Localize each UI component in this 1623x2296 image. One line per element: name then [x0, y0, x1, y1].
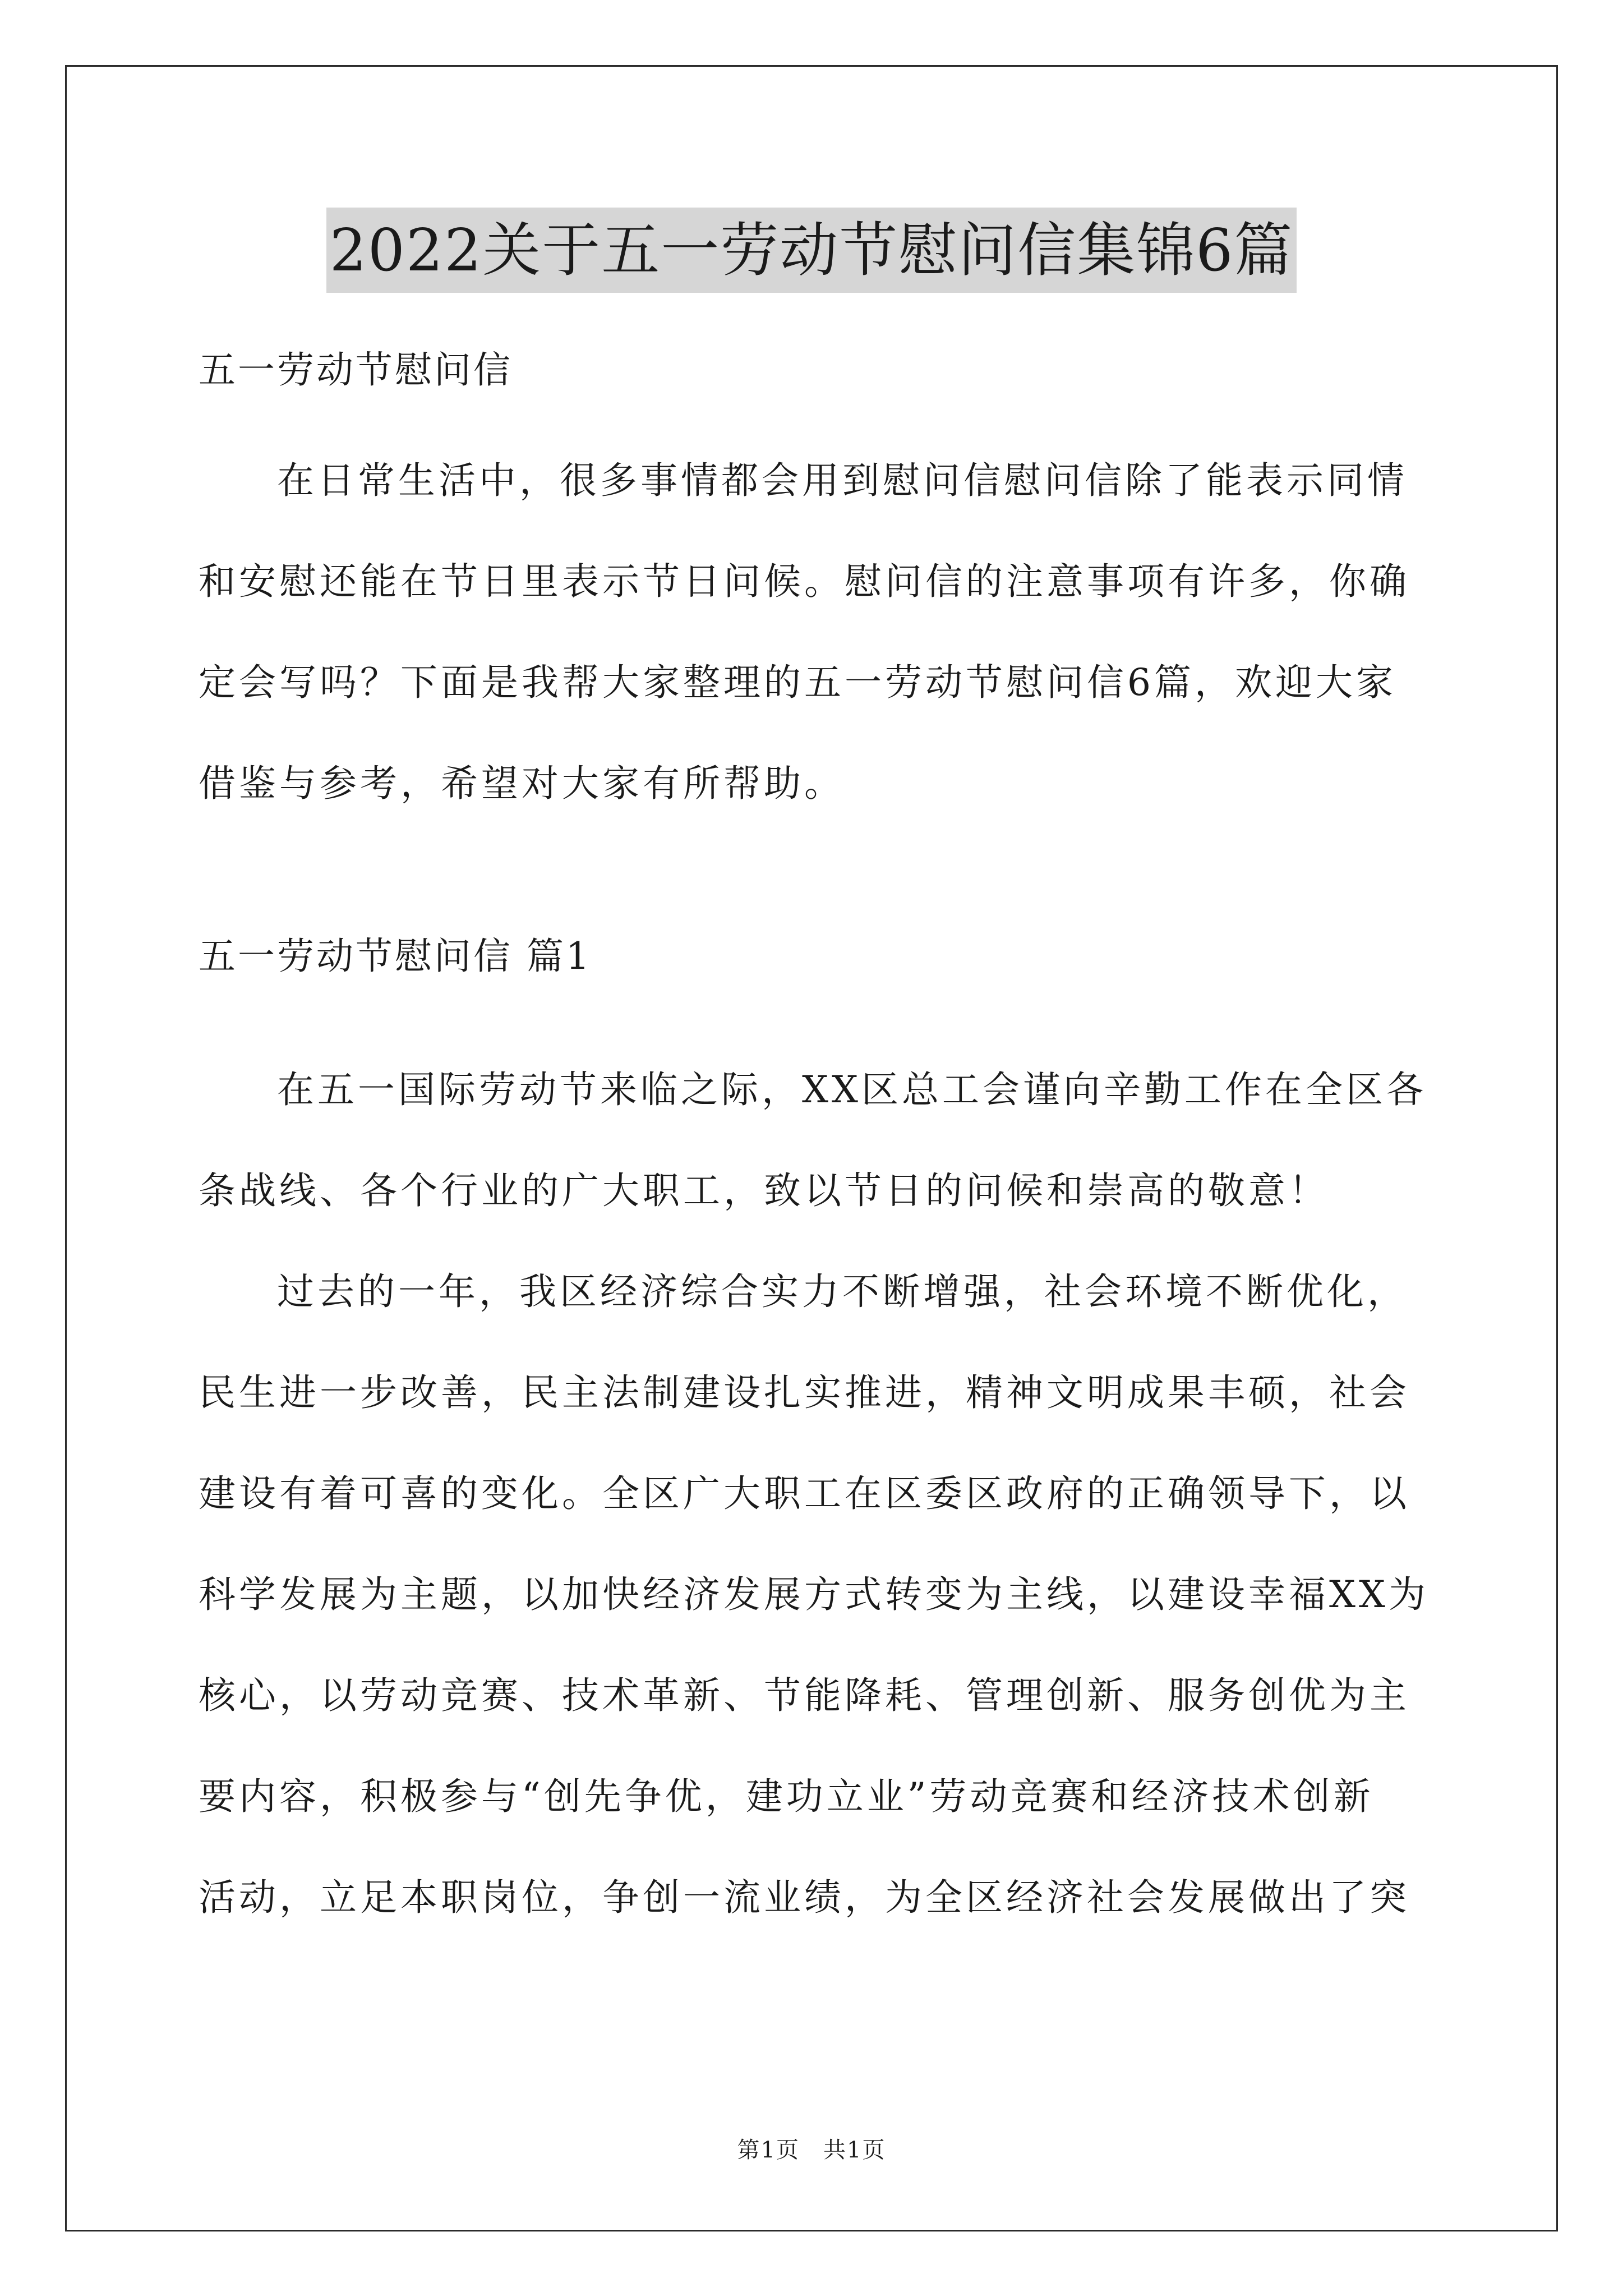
paragraph-line: 活动，立足本职岗位，争创一流业绩，为全区经济社会发展做出了突 — [199, 1876, 1410, 1919]
page-number-footer: 第1页 共1页 — [737, 2137, 886, 2163]
paragraph-line: 建设有着可喜的变化。全区广大职工在区委区政府的正确领导下，以 — [199, 1472, 1410, 1515]
intro-paragraph — [199, 455, 1432, 859]
paragraph-line: 核心，以劳动竞赛、技术革新、节能降耗、管理创新、服务创优为主 — [199, 1674, 1410, 1717]
paragraph-line: 和安慰还能在节日里表示节日问候。慰问信的注意事项有许多，你确 — [199, 560, 1410, 603]
paragraph-line: 定会写吗？下面是我帮大家整理的五一劳动节慰问信6篇，欢迎大家 — [199, 661, 1396, 704]
paragraph-line: 条战线、各个行业的广大职工，致以节日的问候和崇高的敬意！ — [199, 1169, 1329, 1212]
paragraph-line: 要内容，积极参与“创先争优，建功立业”劳动竞赛和经济技术创新 — [199, 1775, 1374, 1818]
paragraph-line: 在五一国际劳动节来临之际，XX区总工会谨向辛勤工作在全区各 — [277, 1068, 1427, 1111]
title-container — [0, 208, 1623, 293]
paragraph-line: 科学发展为主题，以加快经济发展方式转变为主线，以建设幸福XX为 — [199, 1573, 1429, 1616]
document-title: 2022关于五一劳动节慰问信集锦6篇 — [326, 208, 1297, 293]
section1-paragraph-1 — [199, 1065, 1432, 1267]
section1-paragraph-2 — [199, 1267, 1432, 1973]
paragraph-line: 过去的一年，我区经济综合实力不断增强，社会环境不断优化， — [277, 1270, 1408, 1313]
section-heading-1: 五一劳动节慰问信 篇1 — [199, 935, 592, 978]
intro-heading: 五一劳动节慰问信 — [199, 348, 513, 392]
paragraph-line: 借鉴与参考，希望对大家有所帮助。 — [199, 762, 845, 805]
paragraph-line: 民生进一步改善，民主法制建设扎实推进，精神文明成果丰硕，社会 — [199, 1371, 1410, 1414]
paragraph-line: 在日常生活中，很多事情都会用到慰问信慰问信除了能表示同情 — [277, 459, 1408, 502]
